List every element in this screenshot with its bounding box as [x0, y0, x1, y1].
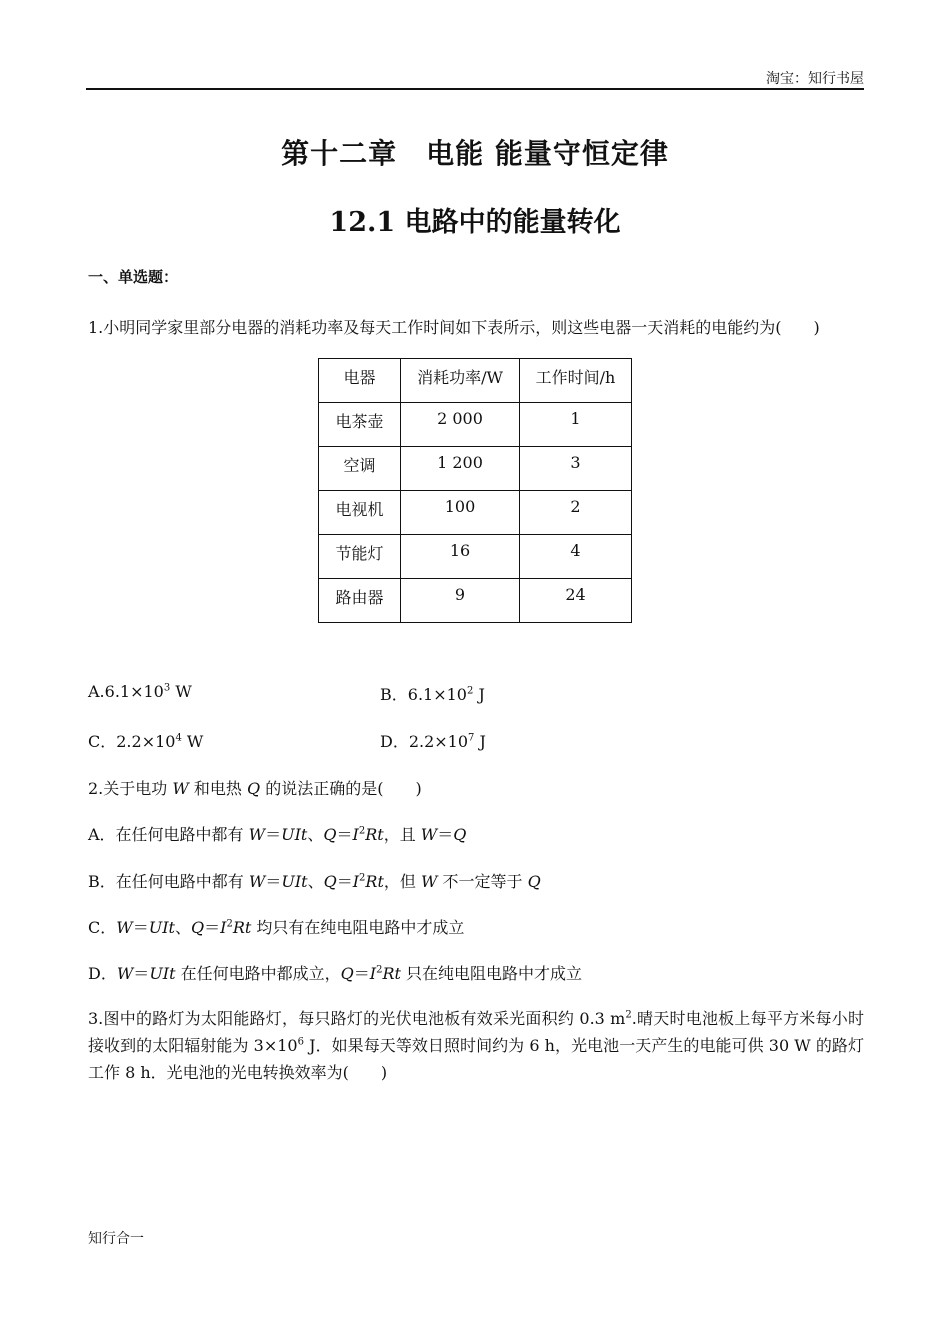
question-2-stem: 2.关于电功 W 和电热 Q 的说法正确的是( )	[88, 779, 422, 798]
table-row	[319, 447, 632, 491]
footer-label: 知行合一	[88, 1231, 144, 1247]
header-divider	[86, 88, 864, 90]
table-header-row	[319, 359, 632, 403]
table-row	[319, 491, 632, 535]
option-1a: $A.6.1\times 10^3$ W	[88, 682, 192, 701]
table-cell: 16	[401, 535, 520, 579]
table-cell: 1 200	[401, 447, 520, 491]
option-2a: A．在任何电路中都有 W＝UIt、$Q=I^2Rt$，且 W＝Q	[88, 825, 467, 844]
table-cell: 电茶壶	[319, 403, 401, 447]
option-1b: B．$6.1\times 10^2$ J	[380, 685, 485, 704]
table-cell: 1	[520, 403, 632, 447]
table-cell: 4	[520, 535, 632, 579]
header-cell-time: 工作时间/h	[520, 359, 632, 403]
header-cell-power: 消耗功率/W	[401, 359, 520, 403]
header-brand: 淘宝：知行书屋	[766, 71, 864, 87]
section-title: 12.1 电路中的能量转化	[329, 207, 621, 238]
table-cell: 路由器	[319, 579, 401, 623]
table-cell: 2 000	[401, 403, 520, 447]
part-heading: 一、单选题：	[88, 268, 179, 286]
appliance-table	[318, 358, 632, 623]
table-cell: 9	[401, 579, 520, 623]
table-cell: 24	[520, 579, 632, 623]
table-cell: 节能灯	[319, 535, 401, 579]
table-row	[319, 535, 632, 579]
table-cell: 100	[401, 491, 520, 535]
question-1-stem: 1.小明同学家里部分电器的消耗功率及每天工作时间如下表所示，则这些电器一天消耗的电能约为( )	[88, 318, 820, 337]
table-cell: 电视机	[319, 491, 401, 535]
table-cell: 空调	[319, 447, 401, 491]
option-2c: C．W＝UIt、$Q=I^2Rt$ 均只有在纯电阻电路中才成立	[88, 918, 465, 937]
option-2b: B．在任何电路中都有 W＝UIt、$Q=I^2Rt$，但 W 不一定等于 Q	[88, 872, 541, 891]
question-3-stem: 3.图中的路灯为太阳能路灯，每只路灯的光伏电池板有效采光面积约 0.3 $m^2$.晴天时电池板上每平方米每小时接收到的太阳辐射能为 $3\times 10^6$ J．如果每天等效日照时间约为 6 h，光电池一天产生的电能可供 30 W 的路灯工作 8 h．光电池的光电转换效率为( )	[88, 1009, 864, 1082]
chapter-title: 第十二章 电能 能量守恒定律	[281, 137, 669, 170]
table-cell: 2	[520, 491, 632, 535]
option-2d: D．W＝UIt 在任何电路中都成立，$Q=I^2Rt$ 只在纯电阻电路中才成立	[88, 964, 583, 983]
table-row	[319, 579, 632, 623]
option-1c: C．$2.2\times 10^4$ W	[88, 732, 204, 751]
table-row	[319, 403, 632, 447]
header-cell-appliance: 电器	[319, 359, 401, 403]
option-1d: D．$2.2\times 10^7$ J	[380, 732, 486, 751]
table-cell: 3	[520, 447, 632, 491]
